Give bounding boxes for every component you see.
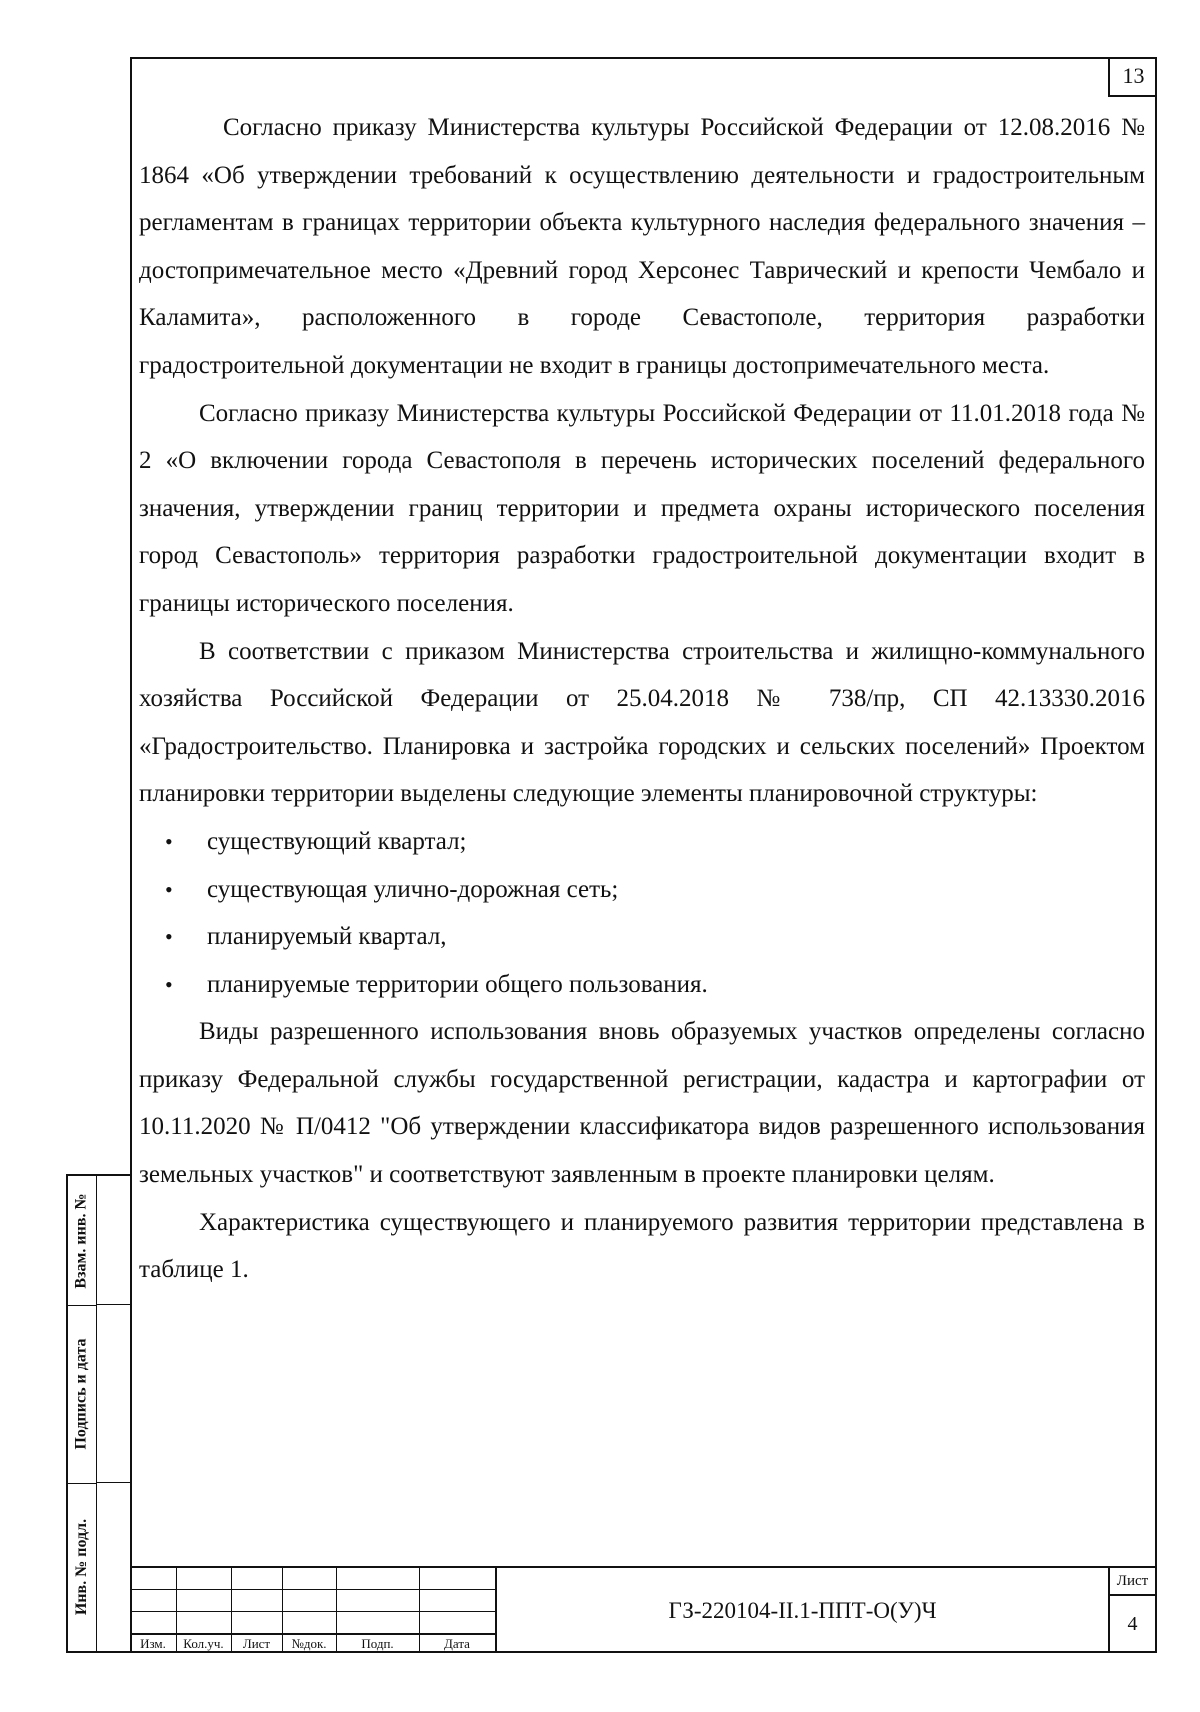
header-list: Лист (242, 1636, 271, 1651)
paragraph-5: Характеристика существующего и планируемого развития территории представлена в таблице 1. (139, 1208, 1145, 1284)
side-cell-inv-podl (68, 1483, 96, 1651)
side-label-inv-podl: Инв. № подл. (73, 1518, 90, 1616)
paragraph-1: Согласно приказу Министерства культуры Российской Федерации от 12.08.2016 № 1864 «Об утверждении требований к осуществлению деятельности и градостроительным регламентам в границах территории объекта культурного наследия федерального значения – достопримечательное место «Древний город Херсонес Таврический и крепости Чембало и Каламита», расположенного в городе Севастополе, территория разработки градостроительной документации не входит в границы достопримечательного места. (139, 114, 1145, 379)
list-item: • существующая улично-дорожная сеть; (139, 866, 1145, 914)
header-podp: Подп. (361, 1636, 394, 1651)
side-cell-vzam-inv (68, 1176, 96, 1306)
side-stamp (66, 1174, 130, 1653)
sheet-cell (1108, 1568, 1155, 1653)
side-label-vzam-inv: Взам. инв. № (73, 1192, 90, 1289)
list-item: • существующий квартал; (139, 818, 1145, 866)
grid-line (130, 1611, 495, 1612)
side-blank-vzam-inv (96, 1176, 130, 1305)
paragraph-2: Согласно приказу Министерства культуры Российской Федерации от 11.01.2018 года № 2 «О включении города Севастополя в перечень исторических поселений федерального значения, утверждении границ территории и предмета охраны исторического поселения город Севастополь» территория разработки градостроительной документации входит в границы исторического поселения. (139, 399, 1145, 617)
paragraph-3: В соответствии с приказом Министерства строительства и жилищно-коммунального хозяйства Российской Федерации от 25.04.2018 № 738/пр, СП 42.13330.2016 «Градостроительство. Планировка и застройка городских и сельских поселений» Проектом планировки территории выделены следующие элементы планировочной структуры: (139, 637, 1145, 808)
header-kol-uch: Кол.уч. (183, 1636, 224, 1651)
title-block (130, 1566, 1157, 1653)
list-item: • планируемый квартал, (139, 913, 1145, 961)
list-item: • планируемые территории общего пользования. (139, 961, 1145, 1009)
side-label-podpis-data: Подпись и дата (73, 1338, 90, 1450)
document-body (139, 104, 1145, 1294)
side-blank-inv-podl (96, 1483, 130, 1651)
side-blank-podpis-data (96, 1305, 130, 1483)
title-block-grid (130, 1568, 497, 1653)
grid-line (130, 1589, 495, 1590)
sheet-number: 4 (1127, 1613, 1138, 1635)
side-cell-podpis-data (68, 1305, 96, 1484)
planning-elements-list (139, 818, 1145, 1008)
paragraph-4: Виды разрешенного использования вновь образуемых участков определены согласно приказу Федеральной службы государственной регистрации, кадастра и картографии от 10.11.2020 № П/0412 "Об утверждении классификатора видов разрешенного использования земельных участков" и соответствуют заявленным в проекте планировки целям. (139, 1018, 1145, 1189)
top-page-number: 13 (1108, 57, 1157, 97)
header-data: Дата (444, 1636, 470, 1651)
sheet-label: Лист (1110, 1568, 1155, 1596)
document-code: ГЗ-220104-II.1-ППТ-О(У)Ч (668, 1597, 937, 1623)
header-izm: Изм. (140, 1636, 166, 1651)
header-n-dok: №док. (291, 1636, 327, 1651)
